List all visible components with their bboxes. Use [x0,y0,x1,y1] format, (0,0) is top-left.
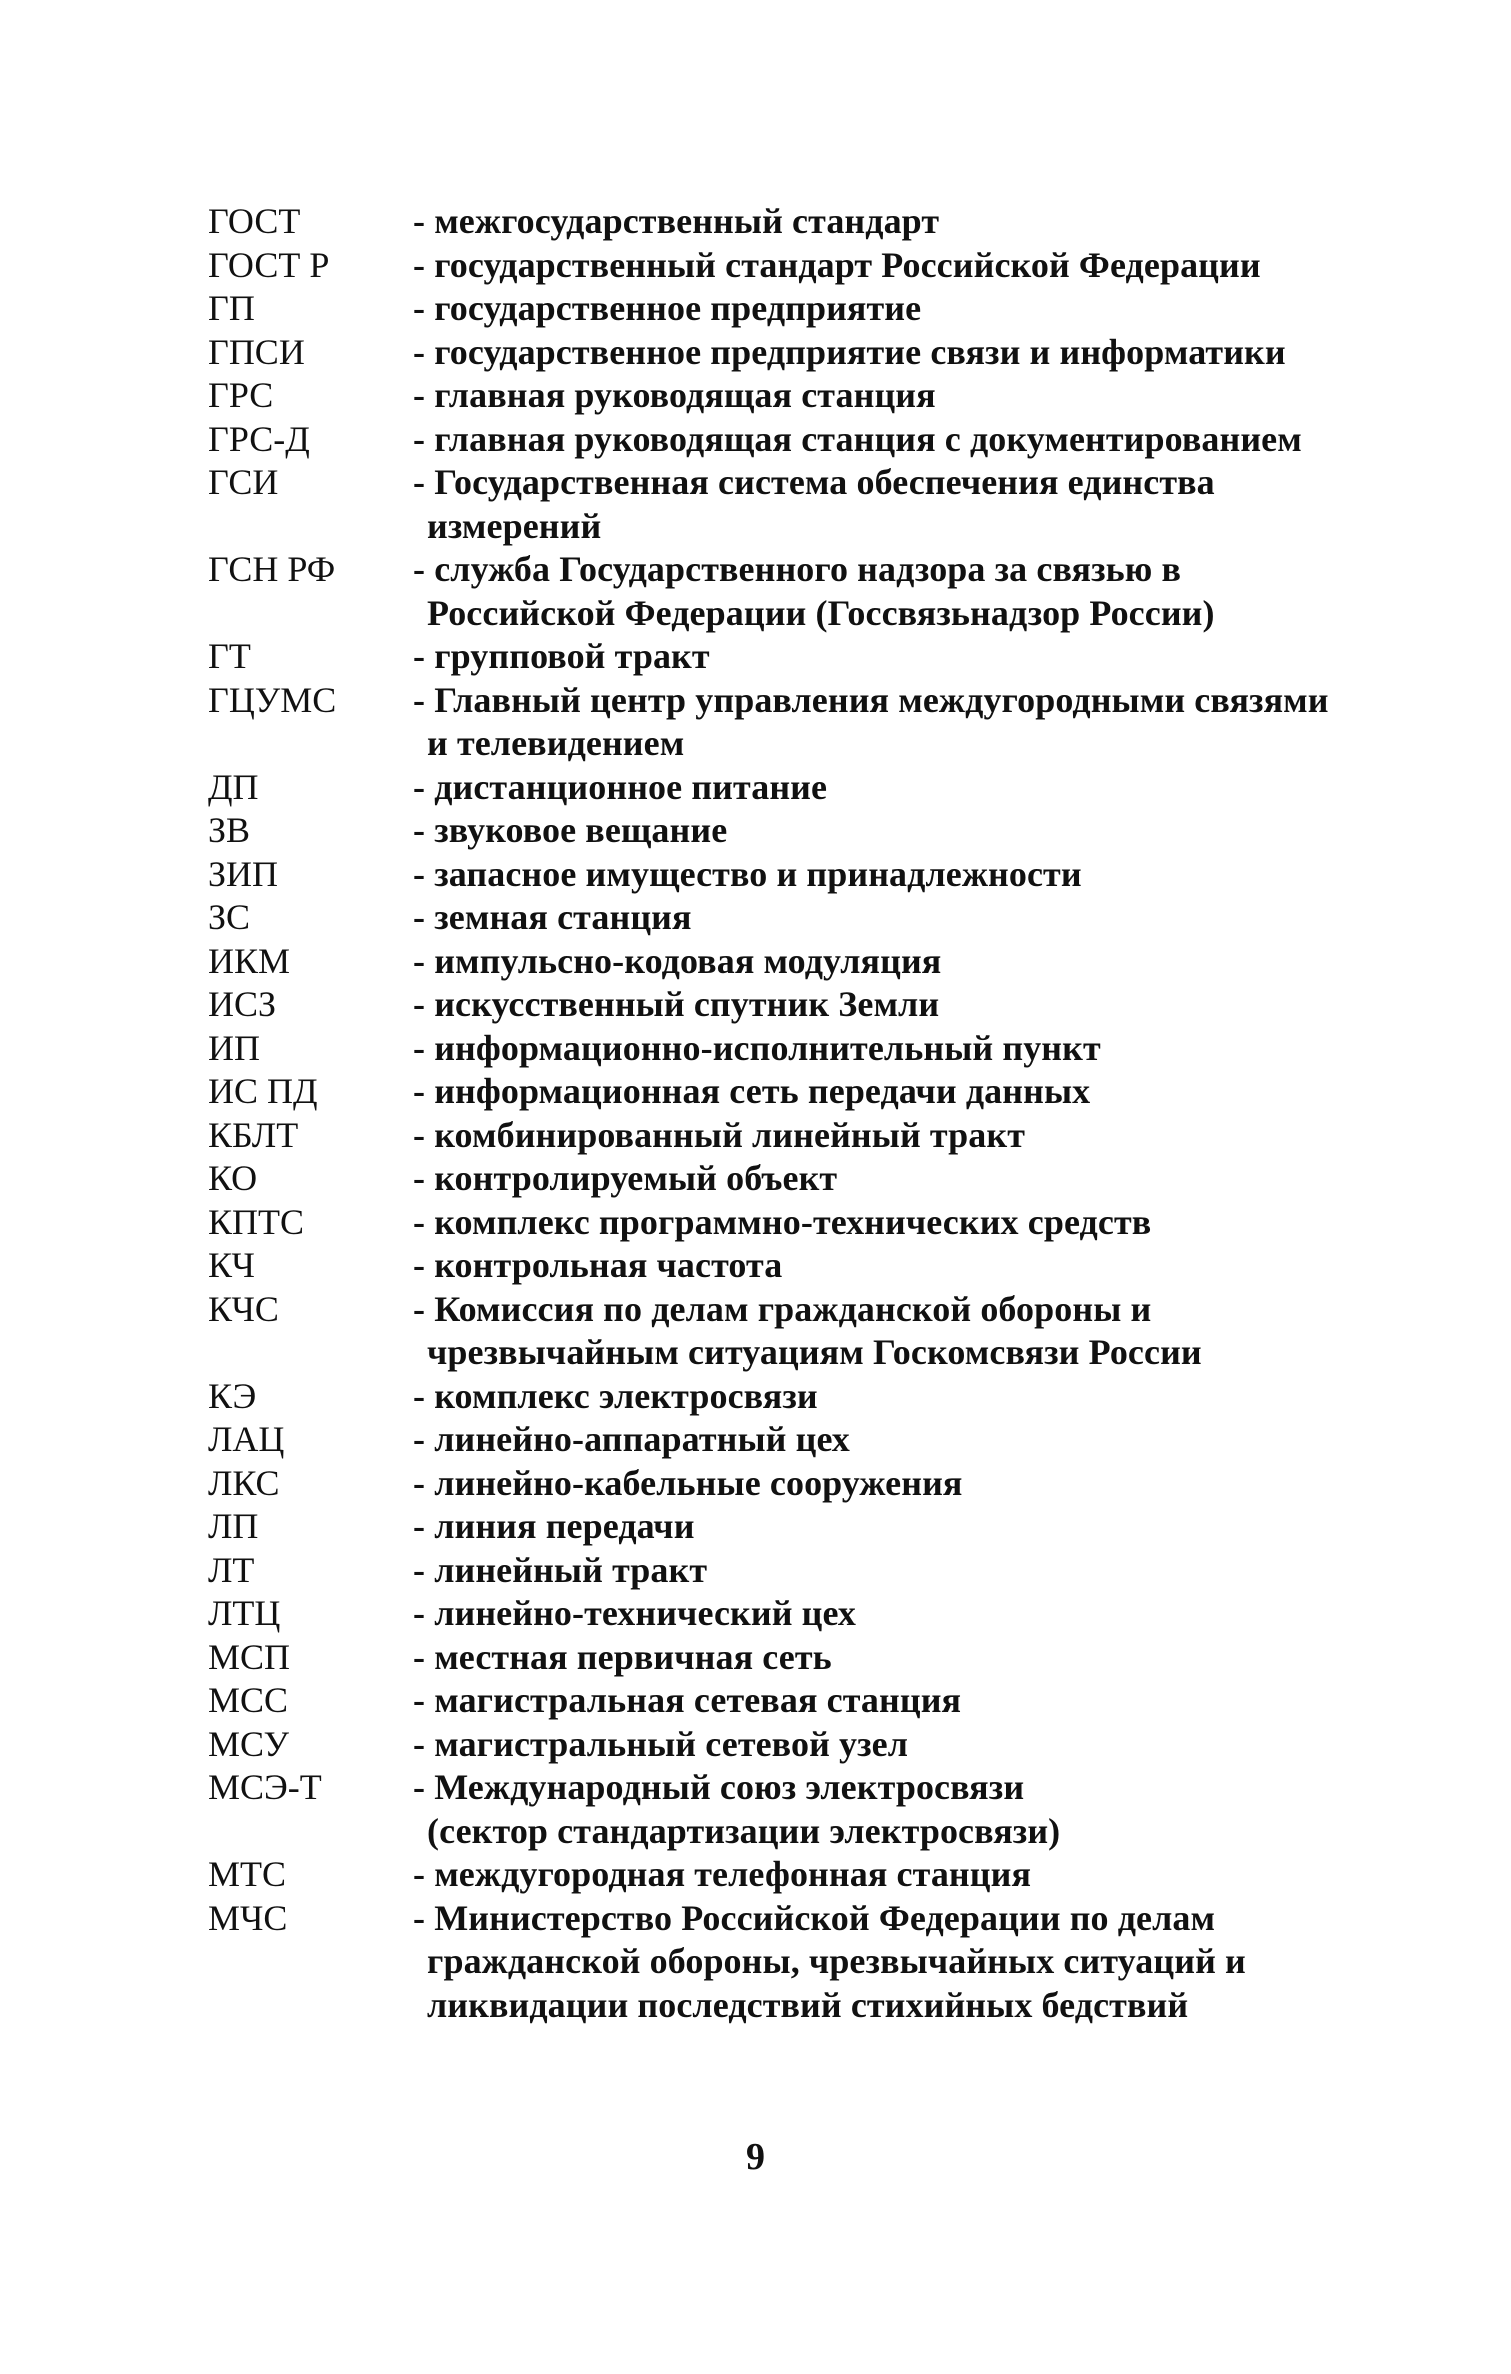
definition-continuation-line: (сектор стандартизации электросвязи) [427,1810,1061,1851]
definition-line: - комплекс электросвязи [413,1375,818,1416]
definition-line: - информационно-исполнительный пункт [413,1027,1101,1068]
abbreviation-entry [208,1244,1348,1288]
definition-line: - главная руководящая станция с документированием [413,418,1302,459]
abbreviation-definition [413,809,1348,853]
abbreviation-entry [208,635,1348,679]
abbreviation-definition [413,1244,1348,1288]
abbreviation-entry [208,1636,1348,1680]
abbreviation-term: МСП [208,1636,291,1677]
abbreviation-entry [208,1288,1348,1375]
abbreviation-definition [413,200,1348,244]
abbreviation-entry [208,1549,1348,1593]
definition-line: - служба Государственного надзора за связью в [413,549,1182,589]
definition-continuation-line: Российской Федерации (Госсвязьнадзор России) [427,592,1215,633]
abbreviation-definition [413,374,1348,418]
abbreviation-term: ИКМ [208,940,291,981]
definition-line: - линейный тракт [413,1549,708,1590]
definition-line: - местная первичная сеть [413,1636,832,1677]
abbreviation-entry [208,1027,1348,1071]
abbreviation-term: ЗВ [208,810,251,850]
abbreviation-entry [208,1723,1348,1767]
abbreviation-definition [413,635,1348,679]
abbreviation-entry [208,766,1348,810]
definition-line: - Комиссия по делам гражданской обороны и [413,1288,1152,1329]
definition-line: - государственный стандарт Российской Федерации [413,244,1261,285]
abbreviation-entry [208,287,1348,331]
abbreviation-definition [413,244,1348,288]
abbreviation-definition [413,331,1348,375]
abbreviation-term: МСЭ-Т [208,1767,322,1807]
abbreviation-entry [208,418,1348,462]
abbreviation-entry [208,1505,1348,1549]
definition-line: - контролируемый объект [413,1158,838,1198]
abbreviation-term: ИС ПД [208,1071,318,1111]
abbreviation-entry [208,1375,1348,1419]
definition-line: - запасное имущество и принадлежности [413,853,1082,894]
definition-line: - импульсно-кодовая модуляция [413,940,942,981]
abbreviation-entry [208,1897,1348,2028]
definition-line: - главная руководящая станция [413,375,936,415]
definition-line: - Главный центр управления междугородными связями [413,679,1329,720]
abbreviation-term: ЛП [208,1506,259,1546]
abbreviation-entry [208,940,1348,984]
abbreviation-term: ЗИП [208,853,279,894]
definition-continuation-line: измерений [427,505,602,546]
abbreviation-definition [413,1114,1348,1158]
definition-line: - линейно-аппаратный цех [413,1419,850,1459]
definition-continuation-line: гражданской обороны, чрезвычайных ситуаций и [427,1941,1246,1981]
definition-continuation-line: чрезвычайным ситуациям Госкомсвязи России [427,1332,1202,1372]
abbreviation-term: КЭ [208,1375,257,1416]
definition-line: - дистанционное питание [413,766,828,807]
definition-line: - звуковое вещание [413,810,728,850]
abbreviation-entry [208,200,1348,244]
definition-line: - линия передачи [413,1506,695,1546]
abbreviation-term: ГОСТ Р [208,244,330,285]
abbreviation-entry [208,809,1348,853]
abbreviation-entry [208,331,1348,375]
abbreviation-definition [413,287,1348,331]
abbreviation-entry [208,548,1348,635]
abbreviation-entry [208,983,1348,1027]
abbreviation-entry [208,1766,1348,1853]
abbreviation-term: ГЦУМС [208,679,337,720]
definition-line: - информационная сеть передачи данных [413,1071,1091,1111]
abbreviation-term: ЛАЦ [208,1419,285,1459]
abbreviation-definition [413,896,1348,940]
abbreviation-definition [413,1201,1348,1245]
abbreviation-term: ГРС-Д [208,418,310,459]
abbreviation-entry [208,1853,1348,1897]
definition-line: - Министерство Российской Федерации по делам [413,1897,1216,1938]
abbreviation-term: ЛТЦ [208,1593,281,1633]
abbreviation-term: ГПСИ [208,331,305,372]
abbreviation-term: ИСЗ [208,984,277,1024]
definition-line: - контрольная частота [413,1245,783,1285]
abbreviation-entry [208,1679,1348,1723]
definition-continuation-line: и телевидением [427,723,685,763]
abbreviation-definition [413,940,1348,984]
abbreviation-definition [413,1897,1348,2028]
abbreviation-definition [413,1505,1348,1549]
definition-line: - магистральный сетевой узел [413,1723,909,1764]
page-number: 9 [746,2136,765,2178]
abbreviation-term: ДП [208,766,259,807]
abbreviation-definition [413,766,1348,810]
abbreviation-definition [413,1288,1348,1375]
abbreviation-entry [208,1201,1348,1245]
abbreviation-definition [413,1027,1348,1071]
definition-line: - межгосударственный стандарт [413,201,940,241]
definition-continuation-line: ликвидации последствий стихийных бедствий [427,1984,1189,2025]
abbreviation-entry [208,1070,1348,1114]
abbreviation-term: МСУ [208,1723,290,1764]
definition-line: - комплекс программно-технических средств [413,1201,1152,1242]
abbreviation-definition [413,1592,1348,1636]
definition-line: - Государственная система обеспечения единства [413,462,1215,502]
abbreviation-term: МЧС [208,1897,288,1938]
abbreviation-term: ИП [208,1027,260,1068]
abbreviation-entry [208,244,1348,288]
abbreviation-definition [413,1853,1348,1897]
abbreviation-definition [413,1549,1348,1593]
definition-line: - линейно-кабельные сооружения [413,1462,963,1503]
definition-line: - групповой тракт [413,636,710,676]
abbreviation-definition [413,679,1348,766]
abbreviation-term: ГСИ [208,462,279,502]
definition-line: - комбинированный линейный тракт [413,1114,1025,1155]
abbreviation-definition [413,1418,1348,1462]
abbreviation-term: КЧ [208,1245,255,1285]
definition-line: - государственное предприятие связи и информатики [413,331,1286,372]
definition-line: - искусственный спутник Земли [413,984,940,1024]
abbreviation-term: КЧС [208,1288,279,1329]
abbreviation-term: МТС [208,1854,287,1894]
abbreviation-entry [208,374,1348,418]
abbreviation-term: ГП [208,288,255,328]
abbreviation-definition [413,1766,1348,1853]
abbreviation-definition [413,1462,1348,1506]
abbreviation-term: ЛКС [208,1462,280,1503]
abbreviation-term: КПТС [208,1201,305,1242]
abbreviation-term: МСС [208,1680,289,1720]
abbreviation-entry [208,1418,1348,1462]
abbreviation-term: ЛТ [208,1549,255,1590]
abbreviation-entry [208,679,1348,766]
abbreviation-definition [413,1157,1348,1201]
abbreviation-definition [413,1679,1348,1723]
abbreviation-definition [413,1375,1348,1419]
abbreviation-definition [413,418,1348,462]
definition-line: - государственное предприятие [413,288,922,328]
abbreviation-entry [208,896,1348,940]
abbreviation-definition [413,1723,1348,1767]
definition-line: - междугородная телефонная станция [413,1854,1032,1894]
abbreviation-term: КБЛТ [208,1114,299,1155]
definition-line: - линейно-технический цех [413,1593,856,1633]
abbreviation-definition [413,1070,1348,1114]
definition-line: - земная станция [413,897,692,937]
abbreviation-entry [208,1462,1348,1506]
abbreviation-term: ГОСТ [208,201,301,241]
abbreviation-entry [208,1592,1348,1636]
abbreviation-definition [413,1636,1348,1680]
abbreviation-term: КО [208,1158,258,1198]
abbreviation-term: ГРС [208,375,274,415]
abbreviation-definition [413,853,1348,897]
abbreviation-entry [208,461,1348,548]
abbreviation-entry [208,853,1348,897]
abbreviation-definition [413,983,1348,1027]
definition-line: - магистральная сетевая станция [413,1680,962,1720]
abbreviation-definition [413,461,1348,548]
abbreviation-entry [208,1157,1348,1201]
abbreviation-definition [413,548,1348,635]
abbreviation-term: ГСН РФ [208,549,336,589]
abbreviation-list [208,200,1348,2027]
definition-line: - Международный союз электросвязи [413,1767,1025,1807]
abbreviation-term: ЗС [208,897,251,937]
abbreviation-term: ГТ [208,636,251,676]
abbreviation-entry [208,1114,1348,1158]
